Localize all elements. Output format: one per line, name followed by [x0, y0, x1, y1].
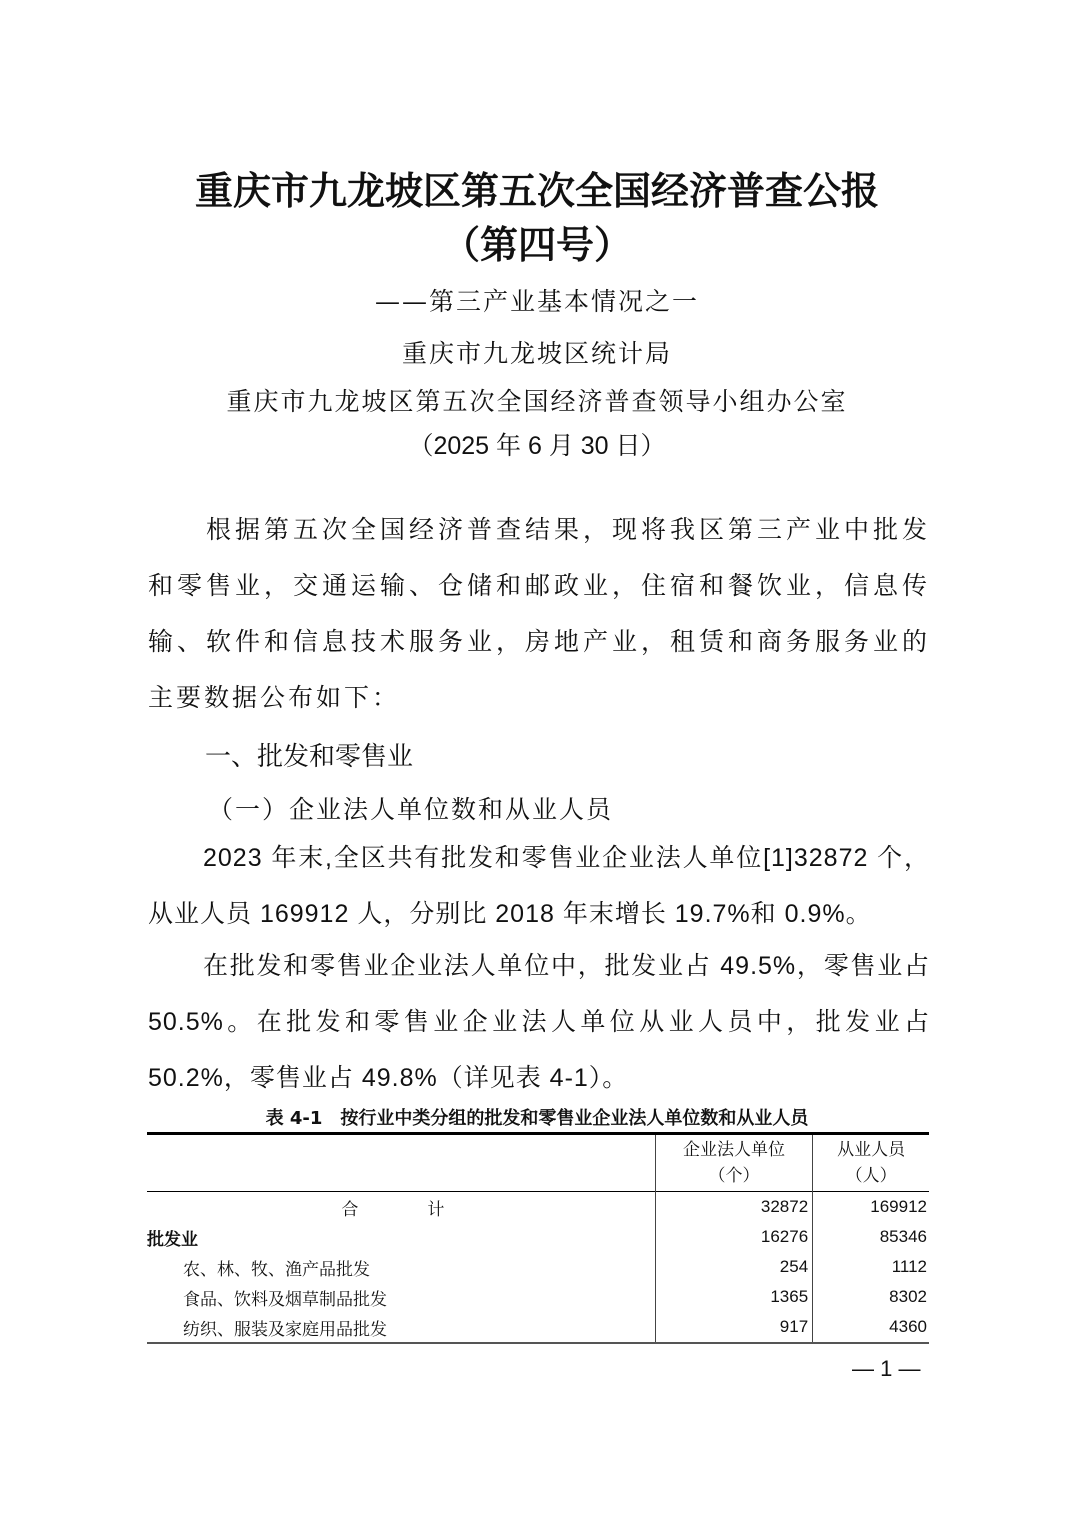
table-row: [147, 1282, 929, 1312]
units-value: 1365: [655, 1282, 812, 1312]
publication-date: （2025 年 6 月 30 日）: [408, 432, 666, 460]
units-value: 917: [655, 1312, 812, 1343]
units-value: 16276: [655, 1222, 812, 1252]
units-value: 32872: [655, 1192, 812, 1223]
employees-value: 1112: [813, 1252, 929, 1282]
intro-paragraph: 根据第五次全国经济普查结果，现将我区第三产业中批发和零售业，交通运输、仓储和邮政业，住宿和餐饮业，信息传输、软件和信息技术服务业，房地产业，租赁和商务服务业的主要数据公布如下：: [148, 515, 930, 712]
units-value: 254: [655, 1252, 812, 1282]
header-blank-cell: [147, 1134, 655, 1192]
row-label: 批发业: [147, 1229, 198, 1249]
body-paragraph-1: 2023 年末,全区共有批发和零售业企业法人单位[1]32872 个，从业人员 169912 人，分别比 2018 年末增长 19.7%和 0.9%。: [148, 844, 930, 928]
employees-value: 8302: [813, 1282, 929, 1312]
row-label: 食品、饮料及烟草制品批发: [183, 1289, 387, 1309]
report-issue-number: （第四号）: [441, 222, 632, 267]
table-row: [147, 1312, 929, 1343]
employees-value: 85346: [813, 1222, 929, 1252]
header-employees-unit: （人）: [845, 1166, 897, 1185]
subsection-heading: （一）企业法人单位数和从业人员: [208, 795, 614, 824]
table-row-total: [147, 1192, 929, 1223]
header-employees: [813, 1134, 929, 1192]
report-subtitle: ——第三产业基本情况之一: [374, 287, 699, 316]
header-units-unit: （个）: [708, 1166, 760, 1185]
page-number: — 1 —: [852, 1356, 921, 1381]
table-row-category: [147, 1222, 929, 1252]
section-heading: 一、批发和零售业: [205, 742, 414, 772]
row-label: 农、林、牧、渔产品批发: [183, 1259, 370, 1279]
body-paragraph-2: 在批发和零售业企业法人单位中，批发业占 49.5%，零售业占 50.5%。在批发和零售业企业法人单位从业人员中，批发业占50.2%，零售业占 49.8%（详见表 4-1）。: [148, 952, 930, 1092]
row-label: 合 计: [341, 1199, 471, 1219]
header-units: [655, 1134, 812, 1192]
table-caption: 表 4-1 按行业中类分组的批发和零售业企业法人单位数和从业人员: [265, 1108, 809, 1129]
employees-value: 169912: [813, 1192, 929, 1223]
report-title: 重庆市九龙坡区第五次全国经济普查公报: [194, 168, 879, 213]
table-header-row: [147, 1134, 929, 1192]
header-units-name: 企业法人单位: [683, 1140, 786, 1159]
header-employees-name: 从业人员: [837, 1140, 906, 1159]
row-label: 纺织、服装及家庭用品批发: [147, 1312, 655, 1343]
issuing-organization-2: 重庆市九龙坡区第五次全国经济普查领导小组办公室: [226, 387, 848, 416]
issuing-organization-1: 重庆市九龙坡区统计局: [401, 339, 672, 368]
employees-value: 4360: [813, 1312, 929, 1343]
data-table: [147, 1132, 929, 1344]
table-row: [147, 1252, 929, 1282]
